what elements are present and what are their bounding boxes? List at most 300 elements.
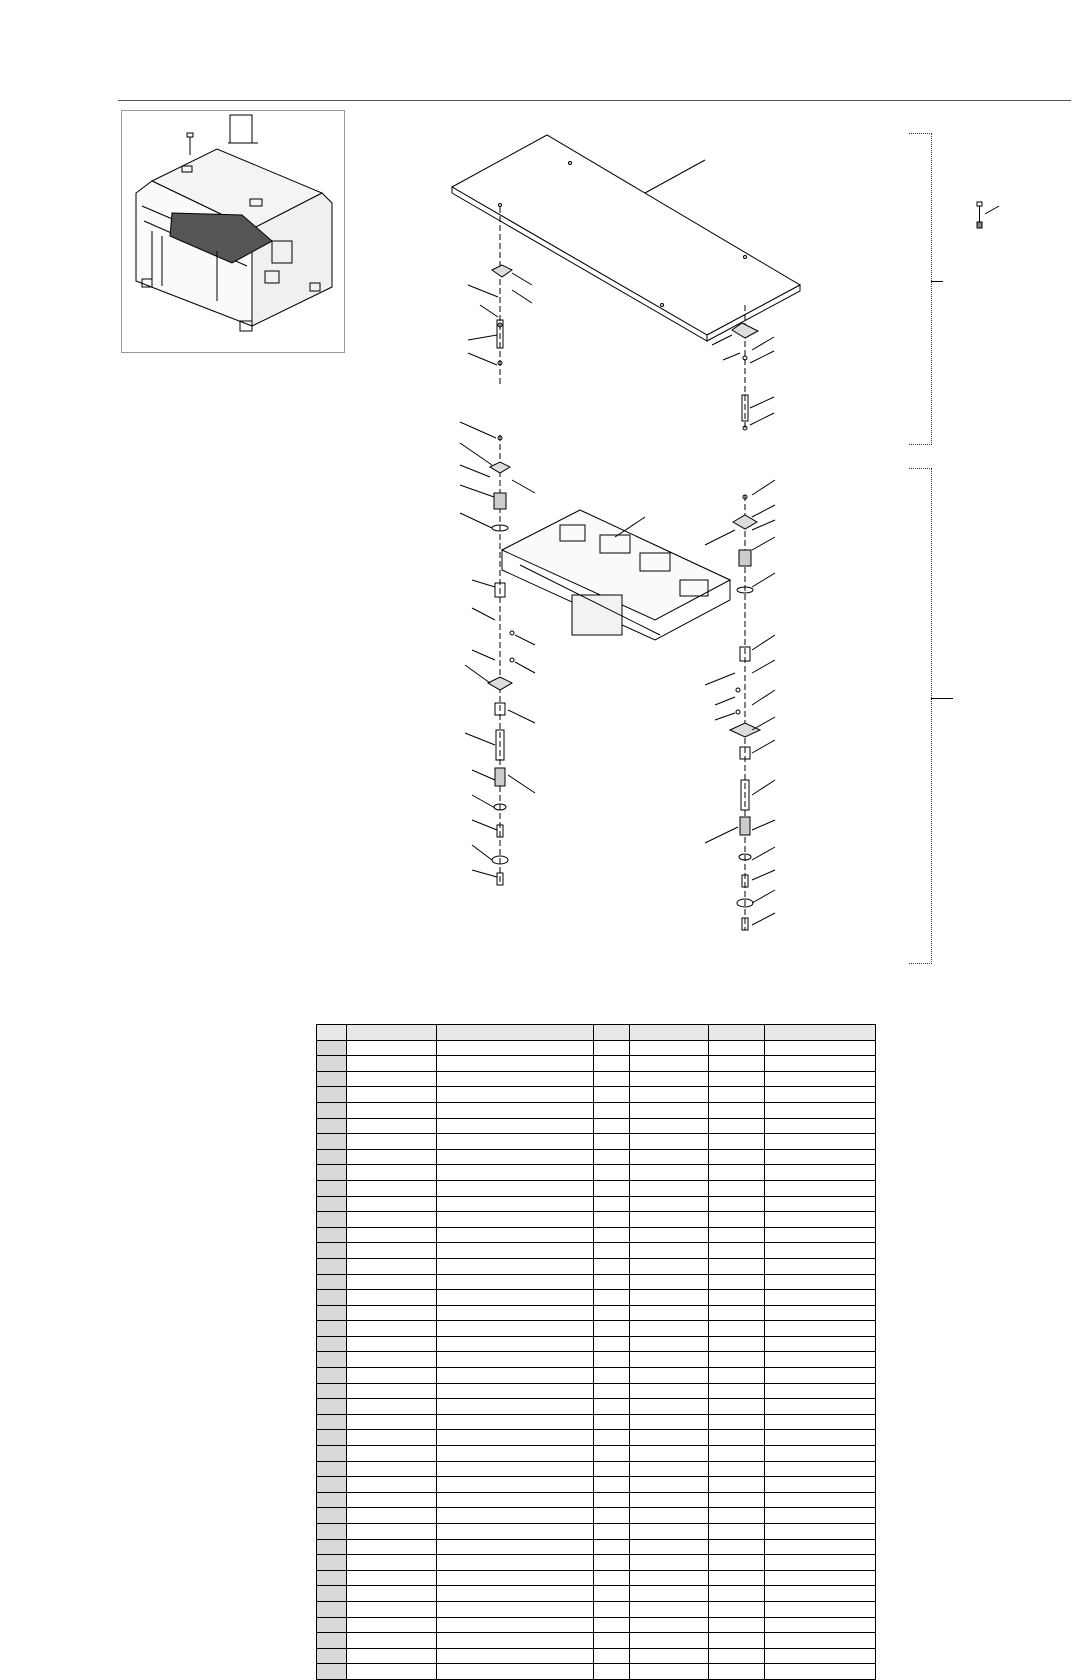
table-cell	[765, 1664, 876, 1680]
table-cell	[437, 1383, 594, 1399]
table-cell	[765, 1461, 876, 1477]
table-row	[317, 1368, 876, 1384]
table-cell	[709, 1477, 765, 1493]
table-cell	[709, 1040, 765, 1056]
table-cell	[765, 1290, 876, 1306]
table-row	[317, 1102, 876, 1118]
table-row	[317, 1430, 876, 1446]
table-cell	[317, 1477, 347, 1493]
table-cell	[437, 1633, 594, 1649]
table-row	[317, 1601, 876, 1617]
table-row	[317, 1461, 876, 1477]
table-row	[317, 1399, 876, 1415]
table-row	[317, 1212, 876, 1228]
table-cell	[594, 1336, 630, 1352]
table-cell	[317, 1336, 347, 1352]
table-cell	[594, 1539, 630, 1555]
table-cell	[437, 1274, 594, 1290]
table-cell	[709, 1664, 765, 1680]
table-cell	[594, 1071, 630, 1087]
table-cell	[709, 1243, 765, 1259]
table-cell	[630, 1149, 709, 1165]
table-cell	[709, 1258, 765, 1274]
table-cell	[709, 1399, 765, 1415]
table-row	[317, 1087, 876, 1103]
table-cell	[709, 1539, 765, 1555]
table-cell	[765, 1134, 876, 1150]
table-cell	[765, 1414, 876, 1430]
table-cell	[765, 1446, 876, 1462]
table-cell	[765, 1196, 876, 1212]
table-cell	[317, 1212, 347, 1228]
table-cell	[347, 1180, 437, 1196]
table-cell	[347, 1414, 437, 1430]
table-cell	[317, 1648, 347, 1664]
table-cell	[317, 1305, 347, 1321]
table-row	[317, 1414, 876, 1430]
table-cell	[630, 1134, 709, 1150]
table-cell	[765, 1430, 876, 1446]
table-cell	[437, 1134, 594, 1150]
table-cell	[630, 1180, 709, 1196]
upper-group-bracket	[909, 133, 932, 445]
table-cell	[437, 1071, 594, 1087]
table-cell	[317, 1601, 347, 1617]
table-cell	[709, 1446, 765, 1462]
table-cell	[347, 1102, 437, 1118]
table-row	[317, 1352, 876, 1368]
table-cell	[347, 1555, 437, 1571]
table-cell	[347, 1399, 437, 1415]
table-cell	[437, 1477, 594, 1493]
table-row	[317, 1258, 876, 1274]
table-cell	[765, 1227, 876, 1243]
table-row	[317, 1134, 876, 1150]
table-cell	[630, 1040, 709, 1056]
table-cell	[709, 1430, 765, 1446]
table-cell	[437, 1430, 594, 1446]
table-row	[317, 1305, 876, 1321]
table-cell	[630, 1290, 709, 1306]
table-cell	[437, 1040, 594, 1056]
table-cell	[630, 1633, 709, 1649]
table-cell	[437, 1087, 594, 1103]
table-cell	[630, 1165, 709, 1181]
table-cell	[709, 1492, 765, 1508]
table-cell	[765, 1633, 876, 1649]
table-cell	[630, 1617, 709, 1633]
table-cell	[437, 1461, 594, 1477]
lower-right-column	[705, 480, 775, 930]
table-cell	[347, 1648, 437, 1664]
table-cell	[347, 1586, 437, 1602]
table-cell	[437, 1290, 594, 1306]
table-cell	[594, 1492, 630, 1508]
table-cell	[594, 1290, 630, 1306]
table-cell	[317, 1165, 347, 1181]
table-cell	[765, 1243, 876, 1259]
table-cell	[317, 1290, 347, 1306]
table-cell	[594, 1446, 630, 1462]
lower-left-column	[460, 422, 535, 885]
table-cell	[437, 1118, 594, 1134]
table-cell	[437, 1243, 594, 1259]
table-cell	[437, 1165, 594, 1181]
table-cell	[709, 1648, 765, 1664]
table-cell	[437, 1321, 594, 1337]
table-cell	[347, 1352, 437, 1368]
table-cell	[347, 1477, 437, 1493]
table-header-cell	[630, 1025, 709, 1041]
table-cell	[709, 1165, 765, 1181]
table-cell	[317, 1555, 347, 1571]
table-plate-icon	[452, 135, 800, 341]
table-cell	[765, 1118, 876, 1134]
table-row	[317, 1040, 876, 1056]
table-cell	[630, 1305, 709, 1321]
table-cell	[437, 1352, 594, 1368]
table-cell	[317, 1056, 347, 1072]
table-cell	[630, 1368, 709, 1384]
table-cell	[765, 1492, 876, 1508]
table-cell	[437, 1586, 594, 1602]
table-cell	[317, 1508, 347, 1524]
table-cell	[765, 1165, 876, 1181]
table-row	[317, 1555, 876, 1571]
table-cell	[765, 1586, 876, 1602]
table-cell	[594, 1617, 630, 1633]
table-cell	[630, 1555, 709, 1571]
table-cell	[347, 1056, 437, 1072]
table-header-row	[317, 1025, 876, 1041]
table-cell	[594, 1383, 630, 1399]
table-cell	[347, 1087, 437, 1103]
table-cell	[765, 1399, 876, 1415]
table-cell	[317, 1134, 347, 1150]
table-cell	[347, 1149, 437, 1165]
table-cell	[765, 1087, 876, 1103]
table-cell	[317, 1040, 347, 1056]
table-cell	[765, 1524, 876, 1540]
table-cell	[594, 1477, 630, 1493]
table-cell	[437, 1539, 594, 1555]
table-cell	[765, 1102, 876, 1118]
table-cell	[630, 1508, 709, 1524]
table-cell	[317, 1102, 347, 1118]
table-cell	[630, 1399, 709, 1415]
table-cell	[347, 1118, 437, 1134]
table-cell	[437, 1149, 594, 1165]
table-cell	[765, 1508, 876, 1524]
table-row	[317, 1446, 876, 1462]
table-row	[317, 1477, 876, 1493]
table-cell	[437, 1336, 594, 1352]
table-cell	[317, 1087, 347, 1103]
table-cell	[765, 1071, 876, 1087]
lower-group-tick	[931, 698, 953, 699]
table-cell	[317, 1243, 347, 1259]
table-cell	[594, 1430, 630, 1446]
table-cell	[709, 1368, 765, 1384]
table-cell	[317, 1446, 347, 1462]
table-row	[317, 1071, 876, 1087]
table-header-cell	[709, 1025, 765, 1041]
table-cell	[594, 1461, 630, 1477]
table-cell	[630, 1336, 709, 1352]
table-cell	[594, 1180, 630, 1196]
table-cell	[594, 1633, 630, 1649]
table-cell	[594, 1664, 630, 1680]
table-cell	[347, 1601, 437, 1617]
table-cell	[437, 1414, 594, 1430]
table-row	[317, 1383, 876, 1399]
table-cell	[709, 1414, 765, 1430]
table-cell	[594, 1368, 630, 1384]
table-cell	[709, 1227, 765, 1243]
table-cell	[594, 1508, 630, 1524]
table-cell	[347, 1446, 437, 1462]
table-cell	[630, 1524, 709, 1540]
table-cell	[437, 1664, 594, 1680]
table-cell	[347, 1227, 437, 1243]
table-row	[317, 1524, 876, 1540]
table-cell	[347, 1258, 437, 1274]
table-cell	[594, 1414, 630, 1430]
table-cell	[630, 1477, 709, 1493]
table-cell	[765, 1648, 876, 1664]
table-cell	[765, 1040, 876, 1056]
table-cell	[437, 1570, 594, 1586]
table-cell	[437, 1180, 594, 1196]
frame-assembly-icon	[502, 510, 730, 640]
table-cell	[594, 1212, 630, 1228]
table-cell	[347, 1321, 437, 1337]
table-cell	[630, 1087, 709, 1103]
table-cell	[630, 1492, 709, 1508]
table-row	[317, 1149, 876, 1165]
table-cell	[709, 1617, 765, 1633]
table-cell	[630, 1414, 709, 1430]
table-cell	[709, 1321, 765, 1337]
machine-overview-thumbnail	[121, 110, 345, 353]
table-cell	[594, 1165, 630, 1181]
table-cell	[437, 1617, 594, 1633]
table-cell	[317, 1414, 347, 1430]
table-cell	[630, 1461, 709, 1477]
table-row	[317, 1180, 876, 1196]
table-cell	[317, 1492, 347, 1508]
table-cell	[317, 1274, 347, 1290]
table-cell	[709, 1056, 765, 1072]
table-cell	[347, 1461, 437, 1477]
table-cell	[630, 1118, 709, 1134]
table-cell	[765, 1180, 876, 1196]
table-header-cell	[765, 1025, 876, 1041]
table-row	[317, 1492, 876, 1508]
table-cell	[765, 1352, 876, 1368]
table-cell	[347, 1539, 437, 1555]
table-cell	[594, 1149, 630, 1165]
table-cell	[437, 1601, 594, 1617]
table-cell	[317, 1258, 347, 1274]
table-cell	[347, 1508, 437, 1524]
table-cell	[437, 1258, 594, 1274]
parts-table	[316, 1024, 875, 1680]
table-cell	[594, 1570, 630, 1586]
table-cell	[594, 1056, 630, 1072]
table-cell	[765, 1383, 876, 1399]
table-cell	[630, 1227, 709, 1243]
table-cell	[709, 1570, 765, 1586]
table-cell	[630, 1430, 709, 1446]
table-cell	[317, 1227, 347, 1243]
table-cell	[347, 1430, 437, 1446]
table-cell	[437, 1508, 594, 1524]
table-cell	[317, 1430, 347, 1446]
table-cell	[709, 1212, 765, 1228]
table-cell	[709, 1601, 765, 1617]
table-cell	[709, 1180, 765, 1196]
table-cell	[709, 1555, 765, 1571]
table-cell	[347, 1305, 437, 1321]
table-cell	[765, 1539, 876, 1555]
table-cell	[765, 1477, 876, 1493]
table-cell	[437, 1212, 594, 1228]
table-cell	[630, 1196, 709, 1212]
table-cell	[317, 1118, 347, 1134]
table-cell	[347, 1368, 437, 1384]
table-cell	[437, 1305, 594, 1321]
table-cell	[437, 1524, 594, 1540]
table-row	[317, 1648, 876, 1664]
lower-group-bracket	[909, 468, 932, 964]
table-cell	[630, 1352, 709, 1368]
assembly-drawing	[440, 125, 980, 987]
table-cell	[437, 1368, 594, 1384]
table-cell	[765, 1305, 876, 1321]
table-cell	[709, 1102, 765, 1118]
table-cell	[347, 1212, 437, 1228]
table-cell	[594, 1134, 630, 1150]
table-cell	[317, 1352, 347, 1368]
table-cell	[630, 1601, 709, 1617]
table-cell	[765, 1056, 876, 1072]
table-cell	[594, 1399, 630, 1415]
table-cell	[630, 1071, 709, 1087]
table-cell	[317, 1586, 347, 1602]
screw-icon	[975, 200, 1015, 240]
table-cell	[709, 1586, 765, 1602]
table-cell	[347, 1383, 437, 1399]
table-cell	[347, 1274, 437, 1290]
table-cell	[317, 1664, 347, 1680]
table-cell	[437, 1399, 594, 1415]
table-cell	[594, 1102, 630, 1118]
table-row	[317, 1570, 876, 1586]
table-cell	[709, 1352, 765, 1368]
table-cell	[630, 1446, 709, 1462]
table-cell	[594, 1087, 630, 1103]
table-cell	[594, 1321, 630, 1337]
table-cell	[765, 1617, 876, 1633]
table-cell	[709, 1633, 765, 1649]
table-cell	[765, 1274, 876, 1290]
table-cell	[594, 1648, 630, 1664]
upper-group-tick	[931, 281, 943, 282]
exploded-assembly-diagram	[440, 125, 980, 987]
table-cell	[594, 1305, 630, 1321]
table-cell	[317, 1539, 347, 1555]
table-cell	[317, 1633, 347, 1649]
table-cell	[594, 1524, 630, 1540]
table-row	[317, 1056, 876, 1072]
table-cell	[709, 1196, 765, 1212]
table-cell	[317, 1196, 347, 1212]
table-cell	[709, 1383, 765, 1399]
table-cell	[317, 1570, 347, 1586]
table-cell	[765, 1149, 876, 1165]
table-row	[317, 1586, 876, 1602]
table-cell	[709, 1305, 765, 1321]
table-cell	[630, 1586, 709, 1602]
table-cell	[709, 1336, 765, 1352]
table-cell	[437, 1555, 594, 1571]
table-cell	[594, 1555, 630, 1571]
table-header-cell	[347, 1025, 437, 1041]
table-cell	[765, 1336, 876, 1352]
table-cell	[765, 1212, 876, 1228]
table-cell	[437, 1102, 594, 1118]
table-cell	[765, 1570, 876, 1586]
table-cell	[765, 1601, 876, 1617]
table-row	[317, 1227, 876, 1243]
table-cell	[347, 1071, 437, 1087]
table-cell	[347, 1492, 437, 1508]
table-cell	[709, 1461, 765, 1477]
table-cell	[347, 1243, 437, 1259]
table-cell	[317, 1383, 347, 1399]
table-cell	[594, 1258, 630, 1274]
table-row	[317, 1539, 876, 1555]
table-row	[317, 1633, 876, 1649]
table-row	[317, 1274, 876, 1290]
table-cell	[437, 1648, 594, 1664]
table-cell	[709, 1118, 765, 1134]
table-cell	[630, 1243, 709, 1259]
table-cell	[347, 1290, 437, 1306]
table-cell	[709, 1274, 765, 1290]
table-header-cell	[594, 1025, 630, 1041]
table-cell	[630, 1274, 709, 1290]
table-cell	[347, 1617, 437, 1633]
table-cell	[437, 1446, 594, 1462]
table-cell	[594, 1040, 630, 1056]
table-cell	[317, 1071, 347, 1087]
table-cell	[630, 1102, 709, 1118]
table-cell	[594, 1274, 630, 1290]
table-cell	[317, 1617, 347, 1633]
table-cell	[709, 1087, 765, 1103]
table-cell	[630, 1258, 709, 1274]
table-row	[317, 1617, 876, 1633]
table-cell	[317, 1180, 347, 1196]
table-row	[317, 1336, 876, 1352]
table-cell	[630, 1212, 709, 1228]
table-cell	[709, 1290, 765, 1306]
table-cell	[765, 1368, 876, 1384]
table-cell	[347, 1664, 437, 1680]
table-cell	[630, 1664, 709, 1680]
